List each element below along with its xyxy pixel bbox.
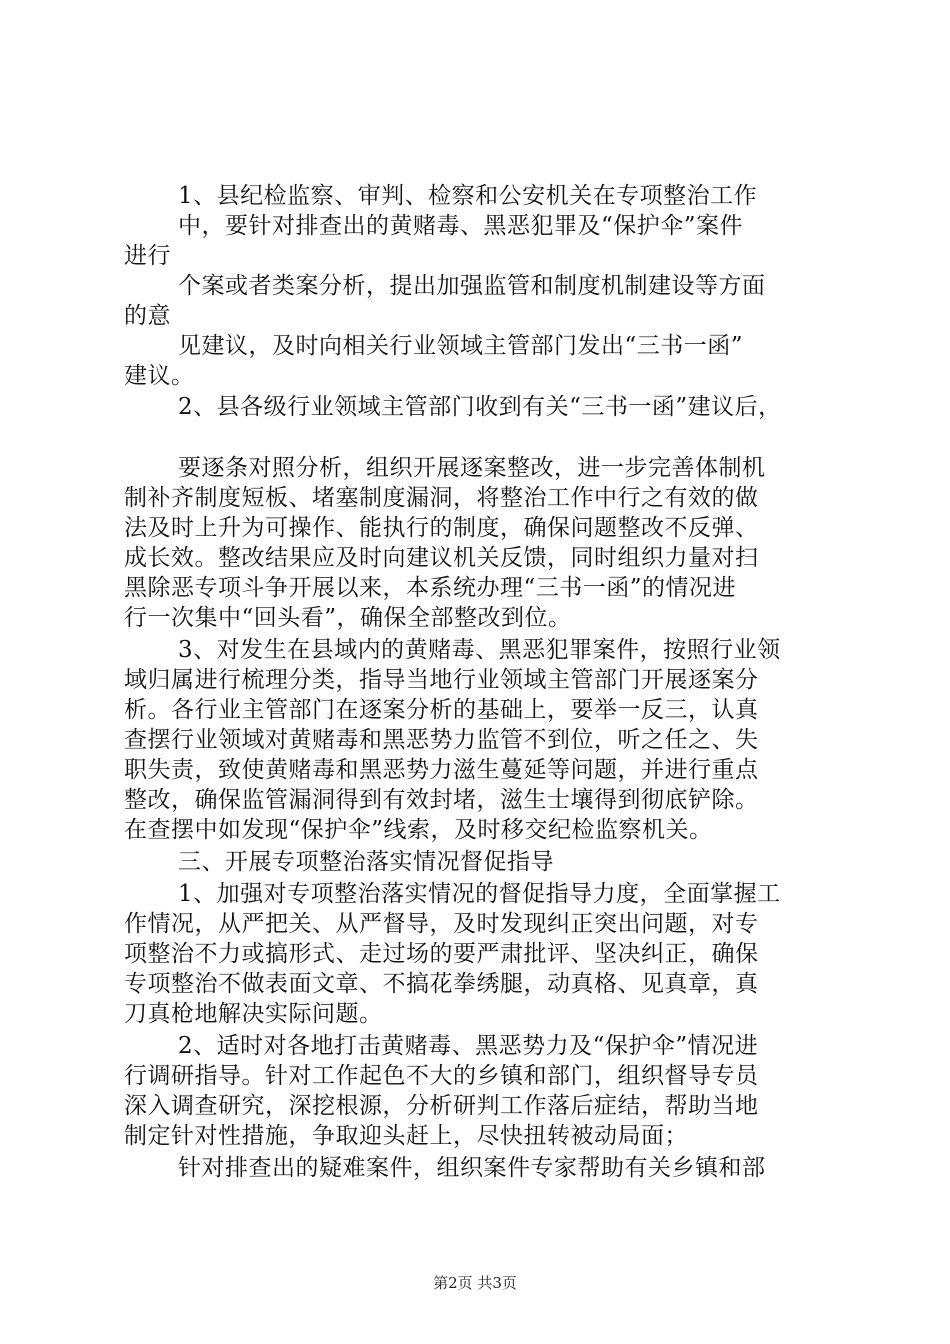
paragraph-line: 深入调查研究，深挖根源，分析研判工作落后症结，帮助当地 bbox=[124, 1093, 759, 1119]
paragraph-line: 1、加强对专项整治落实情况的督促指导力度，全面掌握工 bbox=[178, 881, 781, 907]
paragraph-line: 刀真枪地解决实际问题。 bbox=[124, 1001, 383, 1027]
paragraph-line: 个案或者类案分析，提出加强监管和制度机制建设等方面 bbox=[178, 273, 766, 299]
paragraph-line: 进行 bbox=[124, 243, 171, 269]
section-heading: 三、开展专项整治落实情况督促指导 bbox=[178, 849, 554, 875]
paragraph-line: 成长效。整改结果应及时向建议机关反馈，同时组织力量对扫 bbox=[124, 545, 759, 571]
paragraph-line: 的意 bbox=[124, 303, 171, 329]
paragraph-line: 析。各行业主管部门在逐案分析的基础上，要举一反三，认真 bbox=[124, 697, 759, 723]
paragraph-line: 中，要针对排查出的黄赌毒、黑恶犯罪及“保护伞”案件 bbox=[178, 213, 744, 239]
paragraph-line: 2、县各级行业领域主管部门收到有关“三书一函”建议后， bbox=[178, 394, 782, 420]
page-number-footer: 第2页 共3页 bbox=[433, 1274, 517, 1292]
paragraph-line: 制定针对性措施，争取迎头赶上，尽快扭转被动局面； bbox=[124, 1123, 688, 1149]
paragraph-line: 2、适时对各地打击黄赌毒、黑恶势力及“保护伞”情况进 bbox=[178, 1033, 759, 1059]
paragraph-line: 行调研指导。针对工作起色不大的乡镇和部门，组织督导专员 bbox=[124, 1063, 759, 1089]
paragraph-line: 职失责，致使黄赌毒和黑恶势力滋生蔓延等问题，并进行重点 bbox=[124, 757, 759, 783]
paragraph-line: 建议。 bbox=[124, 363, 195, 389]
paragraph-line: 查摆行业领域对黄赌毒和黑恶势力监管不到位，听之任之、失 bbox=[124, 727, 759, 753]
paragraph-line: 整改，确保监管漏洞得到有效封堵，滋生士壤得到彻底铲除。 bbox=[124, 787, 759, 813]
paragraph-line: 法及时上升为可操作、能执行的制度，确保问题整改不反弹、 bbox=[124, 515, 759, 541]
paragraph-line: 见建议，及时向相关行业领域主管部门发出“三书一函” bbox=[178, 333, 744, 359]
paragraph-line: 作情况，从严把关、从严督导，及时发现纠正突出问题，对专 bbox=[124, 911, 759, 937]
paragraph-line: 黑除恶专项斗争开展以来，本系统办理“三书一函”的情况进 bbox=[124, 575, 737, 601]
paragraph-line: 3、对发生在县域内的黄赌毒、黑恶犯罪案件，按照行业领 bbox=[178, 637, 781, 663]
paragraph-line: 行一次集中“回头看”，确保全部整改到位。 bbox=[124, 605, 572, 631]
paragraph-line: 域归属进行梳理分类，指导当地行业领域主管部门开展逐案分 bbox=[124, 667, 759, 693]
paragraph-line: 针对排查出的疑难案件，组织案件专家帮助有关乡镇和部 bbox=[178, 1155, 766, 1181]
paragraph-line: 项整治不力或搞形式、走过场的要严肃批评、坚决纠正，确保 bbox=[124, 941, 759, 967]
paragraph-line: 1、县纪检监察、审判、检察和公安机关在专项整治工作 bbox=[178, 183, 758, 209]
paragraph-line: 专项整治不做表面文章、不搞花拳绣腿，动真格、见真章，真 bbox=[124, 971, 759, 997]
paragraph-line: 在查摆中如发现“保护伞”线索，及时移交纪检监察机关。 bbox=[124, 817, 713, 843]
paragraph-line: 制补齐制度短板、堵塞制度漏洞，将整治工作中行之有效的做 bbox=[124, 485, 759, 511]
paragraph-line: 要逐条对照分析，组织开展逐案整改，进一步完善体制机 bbox=[178, 455, 766, 481]
